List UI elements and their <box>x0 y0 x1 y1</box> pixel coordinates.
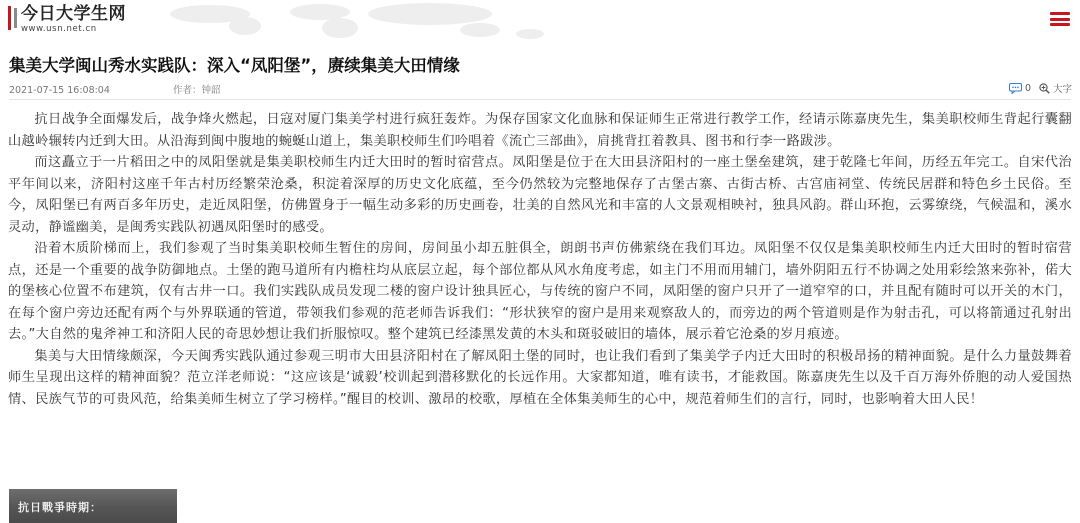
article-photo <box>9 489 177 523</box>
font-size-label: 大字 <box>1052 84 1072 95</box>
author-label: 作者： <box>172 85 202 96</box>
comment-count: 0 <box>1024 82 1031 94</box>
comment-icon <box>1009 83 1022 94</box>
publish-datetime: 2021-07-15 16:08:04 <box>9 85 110 96</box>
photo-caption: 抗日戰爭時期： <box>18 501 102 514</box>
site-header <box>0 0 1080 40</box>
comment-button[interactable] <box>1009 83 1031 94</box>
article-tools <box>1001 81 1072 95</box>
hamburger-menu-icon[interactable] <box>1050 12 1070 26</box>
logo-name: 今日大学生网 <box>21 4 126 24</box>
world-map-background <box>150 0 570 40</box>
author-name: 钟韶 <box>201 85 221 96</box>
paragraph: 而这矗立于一片稻田之中的凤阳堡就是集美职校师生内迁大田时的暂时宿营点。凤阳堡是位于在大田县济阳村的一座土堡垒建筑，建于乾隆七年间，历经五年完工。自宋代治平年间以来，济阳村这座千年古村历经繁荣沧桑，积淀着深厚的历史文化底蕴，至今仍然较为完整地保存了古堡古寨、古街古桥、古宫庙祠堂、传统民居群和特色乡土民俗。至今，凤阳堡已有两百多年历史，走近凤阳堡，仿佛置身于一幅生动多彩的历史画卷，壮美的自然风光和丰富的人文景观相映衬，独具风韵。群山环抱，云雾缭绕，气候温和，溪水灵动，静谧幽美，是闽秀实践队初遇凤阳堡时的感受。 <box>8 155 1072 235</box>
article-title: 集美大学闽山秀水实践队：深入“凤阳堡”，赓续集美大田情缘 <box>9 56 460 75</box>
article-body <box>8 109 1072 410</box>
logo-url: www.usn.net.cn <box>21 24 97 34</box>
font-size-button[interactable] <box>1039 81 1072 95</box>
paragraph: 抗日战争全面爆发后，战争烽火燃起，日寇对厦门集美学村进行疯狂轰炸。为保存国家文化血脉和保证师生正常进行教学工作，经请示陈嘉庚先生，集美职校师生背起行囊翻山越岭辗转内迁到大田。从沿海到闽中腹地的蜿蜒山道上，集美职校师生们吟唱着《流亡三部曲》，肩挑背扛着教具、图书和行李一路跋涉。 <box>8 112 1072 149</box>
article-meta <box>9 82 220 96</box>
site-logo[interactable] <box>8 4 126 34</box>
logo-mark <box>8 6 17 30</box>
paragraph: 集美与大田情缘颇深，今天闽秀实践队通过参观三明市大田县济阳村在了解凤阳土堡的同时，也让我们看到了集美学子内迁大田时的积极昂扬的精神面貌。是什么力量鼓舞着师生呈现出这样的精神面貌？范立洋老师说：“这应该是‘诚毅’校训起到潜移默化的长远作用。大家都知道，唯有读书，才能救国。陈嘉庚先生以及千百万海外侨胞的动人爱国热情、民族气节的可贵风范，给集美师生树立了学习榜样。”醒目的校训、激昂的校歌，厚植在全体集美师生的心中，规范着师生们的言行，同时，也影响着大田人民！ <box>8 348 1072 407</box>
zoom-in-icon <box>1039 83 1050 94</box>
paragraph: 沿着木质阶梯而上，我们参观了当时集美职校师生暂住的房间，房间虽小却五脏俱全，朗朗书声仿佛萦绕在我们耳边。凤阳堡不仅仅是集美职校师生内迁大田时的暂时宿营点，还是一个重要的战争防御地点。土堡的跑马道所有内檐柱均从底层立起，每个部位都从风水角度考虑，如主门不用而用辅门，墙外阴阳五行不协调之处用彩绘煞来弥补，偌大的堡核心位置不布建筑，仅有古井一口。我们实践队成员发现二楼的窗户设计独具匠心，与传统的窗户不同，凤阳堡的窗户只开了一道窄窄的口，并且配有随时可以开关的木门，在每个窗户旁边还配有两个与外界联通的管道，带领我们参观的范老师告诉我们：“形状狭窄的窗户是用来观察敌人的，而旁边的两个管道则是作为射击孔，可以将箭通过孔射出去。”大自然的鬼斧神工和济阳人民的奇思妙想让我们折服惊叹。整个建筑已经漆黑发黄的木头和斑驳破旧的墙体，展示着它沧桑的岁月痕迹。 <box>8 241 1072 342</box>
title-divider <box>9 99 1071 100</box>
